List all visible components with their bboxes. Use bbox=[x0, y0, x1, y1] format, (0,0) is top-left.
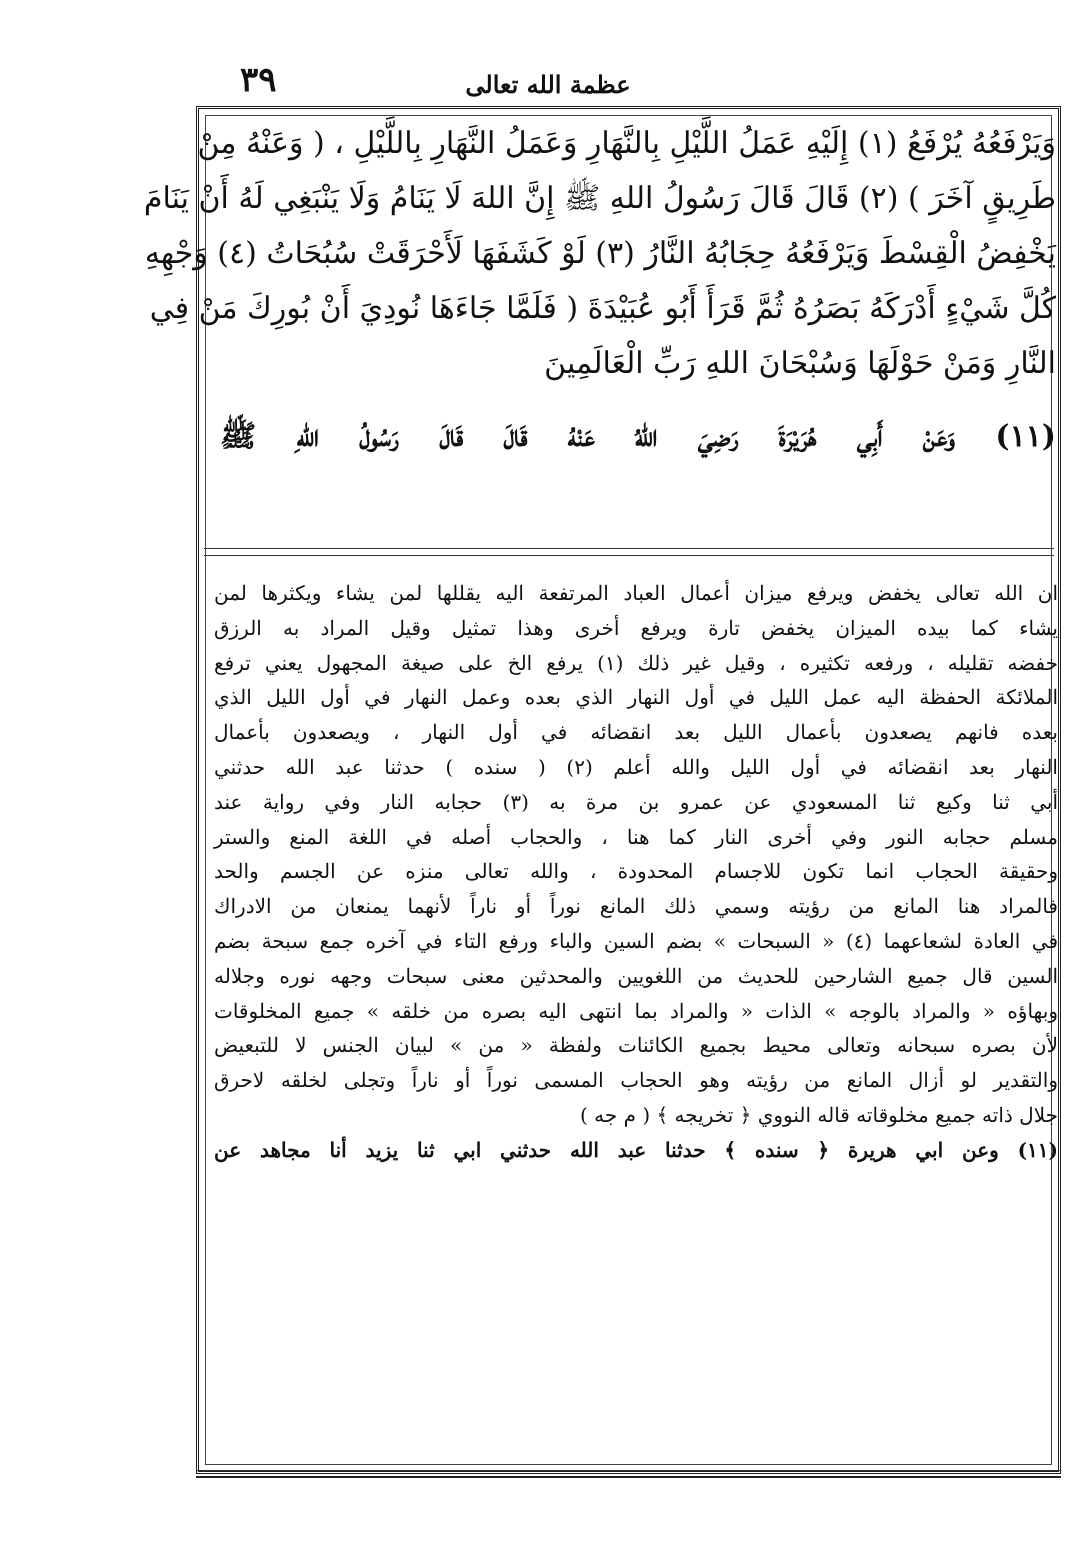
main-text-line: النَّارِ وَمَنْ حَوْلَهَا وَسُبْحَانَ اللهِ رَبِّ الْعَالَمِينَ bbox=[544, 346, 1056, 381]
footnote-line: ان الله تعالى يخفض ويرفع ميزان أعمال العباد المرتفعة اليه يقللها لمن يشاء ويكثرها لمن bbox=[214, 581, 1058, 605]
footnote-line: وحقيقة الحجاب انما تكون للاجسام المحدودة ، والله تعالى منزه عن الجسم والحد bbox=[214, 859, 1058, 884]
running-title: عظمة الله تعالى bbox=[465, 70, 631, 99]
bottom-rule bbox=[196, 1470, 1061, 1478]
footnote-line: السين قال جميع الشارحين للحديث من اللغويين والمحدثين معنى سبحات وجهه نوره وجلاله bbox=[214, 963, 1058, 988]
next-hadith-heading: (١١) وَعَنْ أَبِي هُرَيْرَةَ رَضِيَ اللهُ عَنْهُ قَالَ قَالَ رَسُولُ اللهِ ﷺ bbox=[220, 419, 1056, 454]
commentary-footnotes bbox=[214, 576, 1058, 1168]
footnote-line: خفضه تقليله ، ورفعه تكثيره ، وقيل غير ذلك (١) يرفع الخ على صيغة المجهول يعني ترفع bbox=[214, 650, 1058, 675]
footnote-line: في العادة لشعاعهما (٤) « السبحات » بضم السين والباء ورفع التاء في آخره جمع سبحة بضم bbox=[214, 928, 1058, 953]
footnote-line: يشاء كما بيده الميزان يخفض تارة ويرفع أخرى وهذا تمثيل وقيل المراد به الرزق bbox=[214, 615, 1058, 640]
footnote-line: وبهاؤه « والمراد بالوجه » الذات « والمراد بما انتهى اليه بصره من خلقه » جميع المخلوقات bbox=[214, 998, 1058, 1023]
section-divider bbox=[204, 548, 1054, 556]
footnote-line: النهار بعد انقضائه في أول الليل والله أعلم (٢) ( سنده ) حدثنا عبد الله حدثني bbox=[214, 754, 1058, 779]
footnote-line: مسلم حجابه النور وفي أخرى النار كما هنا ، والحجاب أصله في اللغة المنع والستر bbox=[214, 824, 1058, 849]
main-text-line: وَيَرْفَعُهُ يُرْفَعُ (١) إِلَيْهِ عَمَلُ اللَّيْلِ بِالنَّهَارِ وَعَمَلُ النَّهَارِ بِاللَّيْلِ ، ( وَعَنْهُ مِنْ bbox=[197, 126, 1056, 161]
footnote-line: فالمراد هنا المانع من رؤيته وسمي ذلك المانع نوراً أو ناراً لأنهما يمنعان من الادراك bbox=[214, 894, 1058, 919]
next-hadith-footnote-line: (١١) وعن ابي هريرة ﴿ سنده ﴾ حدثنا عبد الله حدثني ابي ثنا يزيد أنا مجاهد عن bbox=[214, 1137, 1058, 1162]
main-text-line: كُلَّ شَيْءٍ أَدْرَكَهُ بَصَرُهُ ثُمَّ قَرَأَ أَبُو عُبَيْدَةَ ( فَلَمَّا جَاءَهَا نُودِيَ أَنْ بُورِكَ مَنْ فِي bbox=[149, 291, 1056, 326]
footnote-line: لأن بصره سبحانه وتعالى محيط بجميع الكائنات ولفظة « من » لبيان الجنس لا للتبعيض bbox=[214, 1033, 1058, 1058]
footnote-line: جلال ذاته جميع مخلوقاته قاله النووي ﴿ تخريجه ﴾ ( م جه ) bbox=[579, 1102, 1058, 1127]
page-header bbox=[210, 60, 886, 110]
main-text-line: طَرِيقٍ آخَرَ ) (٢) قَالَ قَالَ رَسُولُ اللهِ ﷺ إِنَّ اللهَ لَا يَنَامُ وَلَا يَنْبَغِي لَهُ أَنْ يَنَامَ bbox=[143, 181, 1056, 216]
footnote-line: أبي ثنا وكيع ثنا المسعودي عن عمرو بن مرة به (٣) حجابه النار وفي رواية عند bbox=[214, 789, 1058, 814]
main-text-line: يَخْفِضُ الْقِسْطَ وَيَرْفَعُهُ حِجَابُهُ النَّارُ (٣) لَوْ كَشَفَهَا لَأَحْرَقَتْ سُبُحَاتُ (٤) وَجْهِهِ bbox=[144, 236, 1056, 271]
footnote-line: والتقدير لو أزال المانع من رؤيته وهو الحجاب المسمى نوراً أو ناراً وتجلى لخلقه لاحرق bbox=[214, 1068, 1058, 1093]
footnote-line: الملائكة الحفظة اليه عمل الليل في أول النهار الذي بعده وعمل النهار في أول الليل الذي bbox=[214, 685, 1058, 710]
page-number: ٣٩ bbox=[240, 60, 277, 100]
footnote-line: بعده فانهم يصعدون بأعمال الليل بعد انقضائه في أول النهار ، ويصعدون بأعمال bbox=[214, 720, 1058, 745]
hadith-main-text bbox=[143, 116, 1056, 464]
